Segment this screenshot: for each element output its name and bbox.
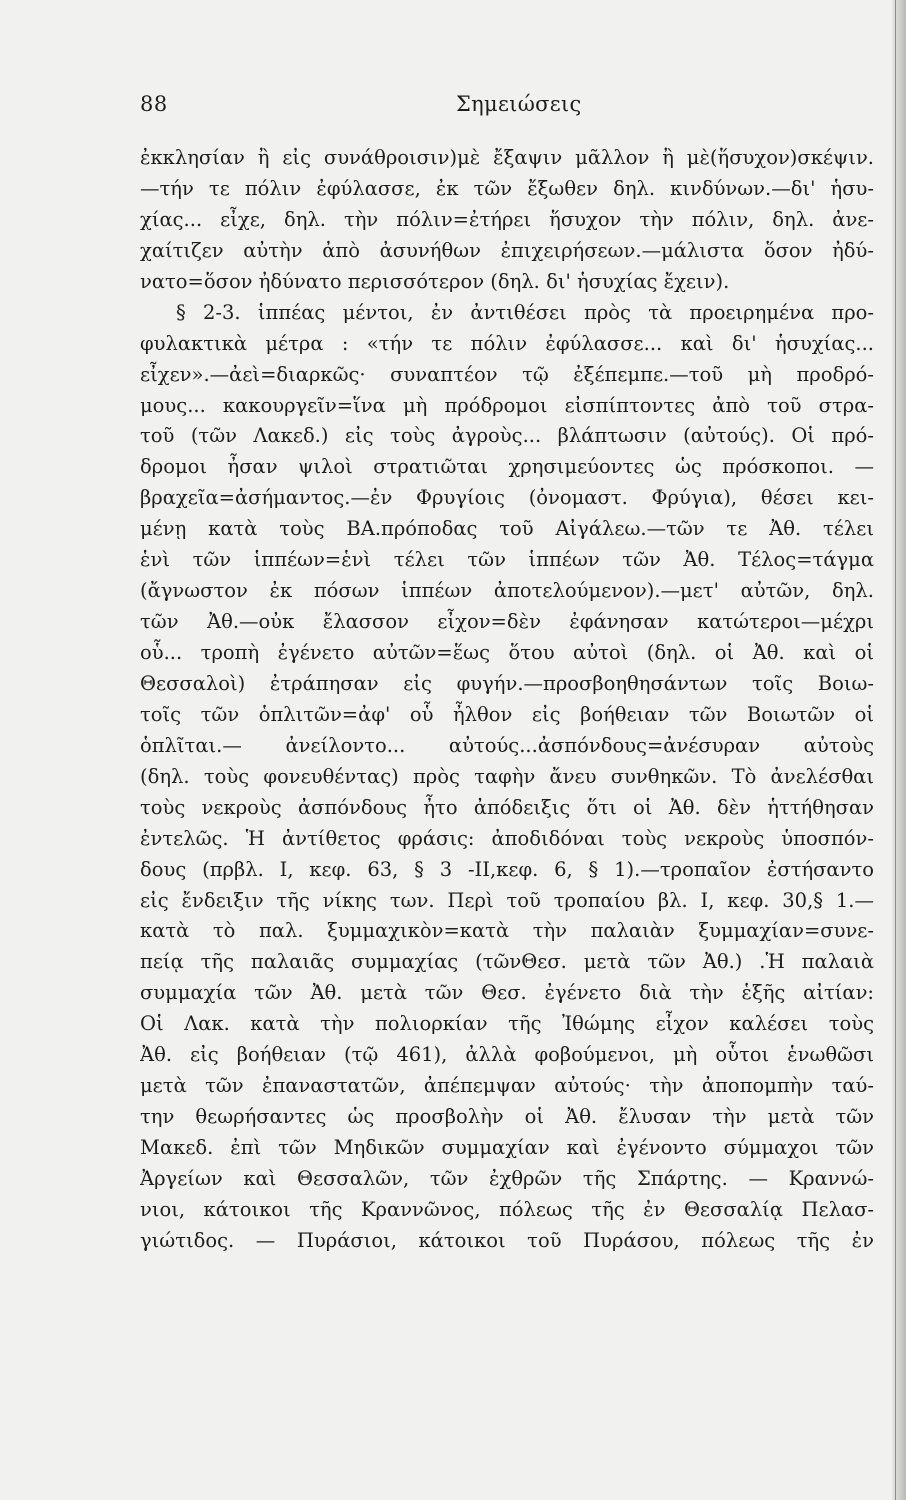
- page-number: 88: [140, 92, 168, 116]
- text-line: (ἄγνωστον ἐκ πόσων ἱππέων ἀποτελούμενον).—μετ' αὐτῶν, δηλ.: [140, 579, 874, 603]
- text-line: κατὰ τὸ παλ. ξυμμαχικὸν=κατὰ τὴν παλαιὰν ξυμμαχίαν=συνε-: [140, 919, 874, 943]
- text-line: νιοι, κάτοικοι τῆς Κραννῶνος, πόλεως τῆς ἐν Θεσσαλίᾳ Πελασ-: [140, 1197, 874, 1221]
- text-line: ὁπλῖται.— ἀνείλοντο... αὐτούς...ἀσπόνδους=ἀνέσυραν αὐτοὺς: [140, 733, 874, 757]
- text-line: μένῃ κατὰ τοὺς ΒΑ.πρόποδας τοῦ Αἰγάλεω.—τῶν τε Ἀθ. τέλει: [140, 517, 874, 541]
- text-line: μετὰ τῶν ἐπαναστατῶν, ἀπέπεμψαν αὐτούς· τὴν ἀποπομπὴν ταύ-: [140, 1074, 874, 1098]
- text-line: τοῖς τῶν ὁπλιτῶν=ἀφ' οὗ ἦλθον εἰς βοήθειαν τῶν Βοιωτῶν οἱ: [140, 702, 874, 726]
- text-line: χίας... εἶχε, δηλ. τὴν πόλιν=ἐτήρει ἥσυχον τὴν πόλιν, δηλ. ἀνε-: [140, 207, 874, 231]
- text-line: φυλακτικὰ μέτρα : «τήν τε πόλιν ἐφύλασσε... καὶ δι' ἡσυχίας...: [140, 331, 874, 355]
- text-line: τοῦ (τῶν Λακεδ.) εἰς τοὺς ἀγροὺς... βλάπτωσιν (αὐτούς). Οἱ πρό-: [140, 424, 874, 448]
- text-line: ἐκκλησίαν ἢ εἰς συνάθροισιν)μὲ ἔξαψιν μᾶλλον ἢ μὲ(ἥσυχον)σκέψιν.: [140, 146, 874, 169]
- notes-body: [140, 143, 874, 1257]
- text-line: Θεσσαλοὶ) ἐτράπησαν εἰς φυγήν.—προσβοηθησάντων τοῖς Βοιω-: [140, 671, 874, 695]
- text-line: εἰς ἔνδειξιν τῆς νίκης των. Περὶ τοῦ τροπαίου βλ. Ι, κεφ. 30,§ 1.—: [140, 888, 874, 912]
- text-line: Ἀργείων καὶ Θεσσαλῶν, τῶν ἐχθρῶν τῆς Σπάρτης. — Κραννώ-: [140, 1166, 874, 1190]
- text-line: τῶν Ἀθ.—οὐκ ἔλασσον εἶχον=δὲν ἐφάνησαν κατώτεροι—μέχρι: [140, 610, 874, 634]
- text-line: —τήν τε πόλιν ἐφύλασσε, ἐκ τῶν ἔξωθεν δηλ. κινδύνων.—δι' ἡσυ-: [140, 176, 874, 200]
- text-line: Οἱ Λακ. κατὰ τὴν πολιορκίαν τῆς Ἰθώμης εἶχον καλέσει τοὺς: [140, 1012, 874, 1036]
- text-line: δους (πρβλ. Ι, κεφ. 63, § 3 -ΙΙ,κεφ. 6, § 1).—τροπαῖον ἐστήσαντο: [140, 857, 874, 881]
- text-line: Μακεδ. ἐπὶ τῶν Μηδικῶν συμμαχίαν καὶ ἐγένοντο σύμμαχοι τῶν: [140, 1136, 874, 1159]
- text-line: συμμαχία τῶν Ἀθ. μετὰ τῶν Θεσ. ἐγένετο διὰ τὴν ἑξῆς αἰτίαν:: [140, 981, 874, 1005]
- page-header: [140, 92, 874, 122]
- text-line: (δηλ. τοὺς φονευθέντας) πρὸς ταφὴν ἄνευ συνθηκῶν. Τὸ ἀνελέσθαι: [140, 764, 874, 788]
- text-line: την θεωρήσαντες ὡς προσβολὴν οἱ Ἀθ. ἔλυσαν τὴν μετὰ τῶν: [140, 1105, 874, 1129]
- text-line: πείᾳ τῆς παλαιᾶς συμμαχίας (τῶνΘεσ. μετὰ τῶν Ἀθ.) .Ἡ παλαιὰ: [140, 950, 874, 974]
- text-line: χαίτιζεν αὐτὴν ἀπὸ ἀσυνήθων ἐπιχειρήσεων.—μάλιστα ὅσον ἠδύ-: [140, 238, 874, 262]
- text-line: μους... κακουργεῖν=ἵνα μὴ πρόδρομοι εἰσπίπτοντες ἀπὸ τοῦ στρα-: [140, 393, 874, 417]
- text-line: § 2-3. ἱππέας μέντοι, ἐν ἀντιθέσει πρὸς τὰ προειρημένα προ-: [176, 300, 874, 324]
- text-line: τοὺς νεκροὺς ἀσπόνδους ἦτο ἀπόδειξις ὅτι οἱ Ἀθ. δὲν ἡττήθησαν: [140, 795, 874, 819]
- page-edge-line: [895, 0, 896, 1500]
- text-line: εἶχεν».—ἀεὶ=διαρκῶς· συναπτέον τῷ ἐξέπεμπε.—τοῦ μὴ προδρό-: [140, 362, 874, 386]
- text-line: γιώτιδος. — Πυράσιοι, κάτοικοι τοῦ Πυράσου, πόλεως τῆς ἐν: [140, 1228, 874, 1252]
- text-line: βραχεῖα=ἀσήμαντος.—ἐν Φρυγίοις (ὀνομαστ. Φρύγια), θέσει κει-: [140, 486, 874, 510]
- text-line: οὗ... τροπὴ ἐγένετο αὐτῶν=ἕως ὅτου αὐτοὶ (δηλ. οἱ Ἀθ. καὶ οἱ: [140, 641, 874, 664]
- text-line: νατο=ὅσον ἠδύνατο περισσότερον (δηλ. δι' ἡσυχίας ἔχειν).: [140, 269, 730, 293]
- text-line: ἑνὶ τῶν ἱππέων=ἑνὶ τέλει τῶν ἱππέων τῶν Ἀθ. Τέλος=τάγμα: [140, 548, 874, 572]
- text-line: Ἀθ. εἰς βοήθειαν (τῷ 461), ἀλλὰ φοβούμενοι, μὴ οὗτοι ἑνωθῶσι: [140, 1043, 874, 1067]
- text-line: δρομοι ἦσαν ψιλοὶ στρατιῶται χρησιμεύοντες ὡς πρόσκοποι. —: [140, 455, 874, 479]
- text-line: ἐντελῶς. Ἡ ἀντίθετος φράσις: ἀποδιδόναι τοὺς νεκροὺς ὑποσπόν-: [140, 826, 874, 850]
- running-title: Σημειώσεις: [456, 92, 582, 116]
